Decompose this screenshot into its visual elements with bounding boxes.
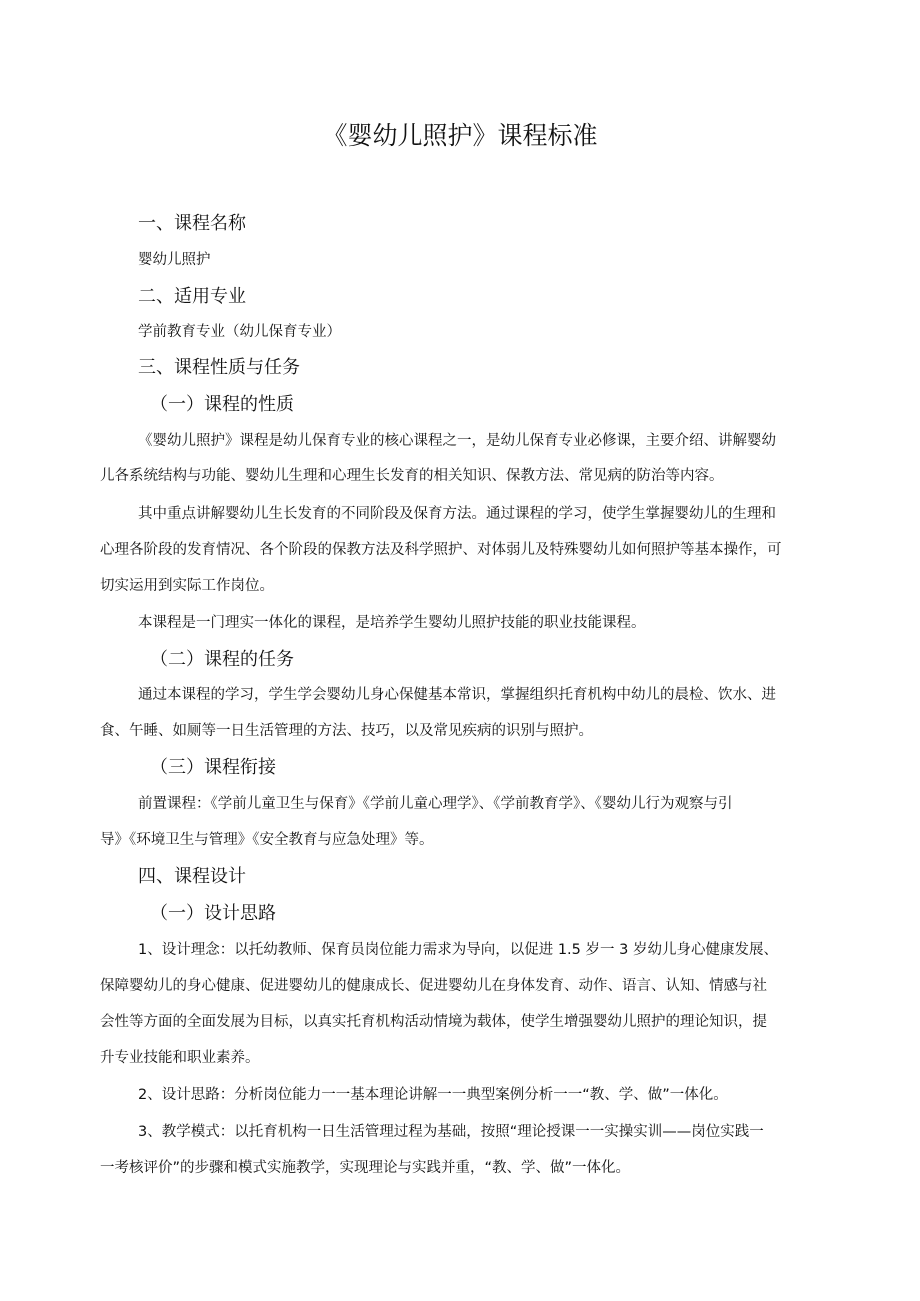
paragraph-line: 1、设计理念：以托幼教师、保育员岗位能力需求为导向，以促进 1.5 岁一 3 岁幼儿身心健康发展、 bbox=[138, 942, 778, 958]
paragraph-line: 通过本课程的学习，学生学会婴幼儿身心保健基本常识，掌握组织托育机构中幼儿的晨检、饮水、进 bbox=[138, 687, 776, 703]
subsection-heading-course-tasks: （二）课程的任务 bbox=[150, 649, 294, 670]
subsection-heading-design-ideas: （一）设计思路 bbox=[150, 903, 276, 924]
document-title: 《婴幼儿照护》课程标准 bbox=[322, 121, 598, 150]
paragraph-line: 心理各阶段的发育情况、各个阶段的保教方法及科学照护、对体弱儿及特殊婴幼儿如何照护等基本操作，可 bbox=[100, 542, 782, 558]
paragraph-line: 本课程是一门理实一体化的课程，是培养学生婴幼儿照护技能的职业技能课程。 bbox=[138, 615, 646, 631]
paragraph-line: 导》《环境卫生与管理》《安全教育与应急处理》等。 bbox=[100, 832, 434, 848]
paragraph-line: 2、设计思路：分析岗位能力一一基本理论讲解一一典型案例分析一一“教、学、做”一体化。 bbox=[138, 1087, 728, 1103]
course-name-text: 婴幼儿照护 bbox=[138, 252, 211, 268]
paragraph-line: 其中重点讲解婴幼儿生长发育的不同阶段及保育方法。通过课程的学习，使学生掌握婴幼儿的生理和 bbox=[138, 506, 776, 522]
paragraph-line: 儿各系统结构与功能、婴幼儿生理和心理生长发育的相关知识、保教方法、常见病的防治等内容。 bbox=[100, 468, 724, 484]
paragraph-line: 前置课程：《学前儿童卫生与保育》《学前儿童心理学》、《学前教育学》、《婴幼儿行为观察与引 bbox=[138, 796, 733, 812]
section-heading-course-design: 四、课程设计 bbox=[138, 866, 246, 887]
paragraph-line: 3、教学模式：以托育机构一日生活管理过程为基础，按照“理论授课一一实操实训——岗位实践一 bbox=[138, 1124, 764, 1140]
section-heading-course-name: 一、课程名称 bbox=[138, 213, 246, 234]
subsection-heading-course-nature: （一）课程的性质 bbox=[150, 394, 294, 415]
section-heading-course-nature-tasks: 三、课程性质与任务 bbox=[138, 357, 300, 378]
paragraph-line: 保障婴幼儿的身心健康、促进婴幼儿的健康成长、促进婴幼儿在身体发育、动作、语言、认知、情感与社 bbox=[100, 978, 767, 994]
paragraph-line: 切实运用到实际工作岗位。 bbox=[100, 578, 274, 594]
paragraph-line: 一考核评价”的步骤和模式实施教学，实现理论与实践并重，“教、学、做”一体化。 bbox=[100, 1160, 631, 1176]
paragraph-line: 《婴幼儿照护》课程是幼儿保育专业的核心课程之一，是幼儿保育专业必修课，主要介绍、讲解婴幼 bbox=[138, 433, 776, 449]
applicable-major-text: 学前教育专业（幼儿保育专业） bbox=[138, 324, 341, 340]
subsection-heading-course-connection: （三）课程衔接 bbox=[150, 757, 276, 778]
paragraph-line: 会性等方面的全面发展为目标，以真实托育机构活动情境为载体，使学生增强婴幼儿照护的理论知识，提 bbox=[100, 1014, 767, 1030]
section-heading-applicable-major: 二、适用专业 bbox=[138, 286, 246, 307]
paragraph-line: 升专业技能和职业素养。 bbox=[100, 1050, 260, 1066]
paragraph-line: 食、午睡、如厕等一日生活管理的方法、技巧，以及常见疾病的识别与照护。 bbox=[100, 723, 593, 739]
